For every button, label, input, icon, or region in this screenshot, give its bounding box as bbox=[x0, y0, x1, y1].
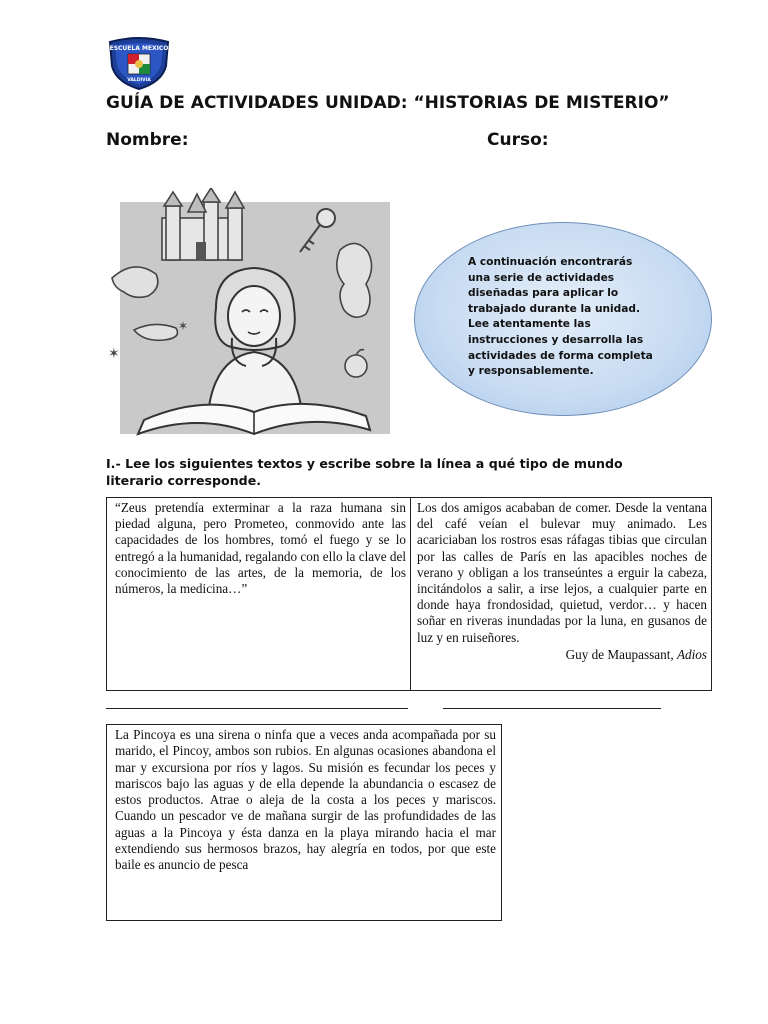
maupassant-attribution bbox=[417, 647, 707, 663]
school-crest-logo bbox=[106, 36, 172, 90]
texts-table bbox=[106, 497, 712, 691]
section-1-instruction bbox=[106, 455, 626, 489]
bubble-line: trabajado durante la unidad. bbox=[468, 302, 640, 315]
bubble-line: una serie de actividades bbox=[468, 271, 615, 284]
instruction-line: I.- Lee los siguientes textos y escribe sobre la línea a qué tipo de mundo bbox=[106, 456, 623, 471]
svg-text:ESCUELA MEXICO: ESCUELA MEXICO bbox=[109, 45, 169, 52]
bubble-line: instrucciones y desarrolla las bbox=[468, 333, 644, 346]
instruction-line: literario corresponde. bbox=[106, 473, 262, 488]
answer-line-right[interactable] bbox=[443, 708, 661, 709]
attribution-author: Guy de Maupassant, bbox=[565, 646, 674, 662]
name-field-label: Nombre: bbox=[106, 130, 189, 150]
answer-line-left[interactable] bbox=[106, 708, 408, 709]
svg-text:✶: ✶ bbox=[108, 345, 120, 361]
attribution-work: Adios bbox=[676, 646, 707, 662]
girl-reading-fantasy-icon bbox=[104, 188, 404, 448]
zeus-text: “Zeus pretendía exterminar a la raza humana sin piedad alguna, pero Prometeo, conmovido ante las capacidades de los hombres, tomó el fuego y se lo entregó a la humanidad, regalando con ello la clave del conocimiento de las artes, de la memoria, de los números, la medicina…” bbox=[107, 498, 411, 690]
bubble-text bbox=[468, 255, 673, 380]
bubble-line: diseñadas para aplicar lo bbox=[468, 287, 619, 300]
maupassant-text: Los dos amigos acababan de comer. Desde la ventana del café veían el bulevar muy animado. Les acariciaban los rostros esas ráfagas tibias que circulan por las calles de París en las apacibles noches de verano y obligan a los transeúntes a erguir la cabeza, incitándolos a salir, a irse lejos, a cualquier parte en donde haya frondosidad, quietud, verdor… y hacen soñar en riveras inundadas por la luna, en gusanos de luz y en ruiseñores. bbox=[417, 500, 707, 645]
bubble-line: Lee atentamente las bbox=[468, 318, 591, 331]
bubble-line: A continuación encontrarás bbox=[468, 256, 633, 268]
svg-text:VALDIVIA: VALDIVIA bbox=[127, 78, 151, 83]
svg-text:✶: ✶ bbox=[178, 319, 189, 333]
bubble-line: y responsablemente. bbox=[468, 365, 594, 378]
pincoya-text: La Pincoya es una sirena o ninfa que a veces anda acompañada por su marido, el Pincoy, ambos son rubios. En algunas ocasiones abandona el mar y excursiona por ríos y lagos. Su misión es fecundar los peces y mariscos bajo las aguas y de ella depende la abundancia o escasez de estos productos. Atrae o aleja de la costa a los peces y mariscos. Cuando un pescador ve de mañana surgir de las profundidades de las aguas a la Pincoya y ésta danza en la playa mirando hacia el mar extendiendo sus hermosos brazos, hay alegría en todos, por que este baile es anuncio de pesca bbox=[106, 724, 502, 921]
page-title: GUÍA DE ACTIVIDADES UNIDAD: “HISTORIAS DE MISTERIO” bbox=[106, 93, 670, 113]
instructions-bubble bbox=[414, 222, 712, 416]
maupassant-cell bbox=[411, 498, 711, 690]
bubble-line: actividades de forma completa bbox=[468, 349, 653, 362]
course-field-label: Curso: bbox=[487, 130, 549, 150]
